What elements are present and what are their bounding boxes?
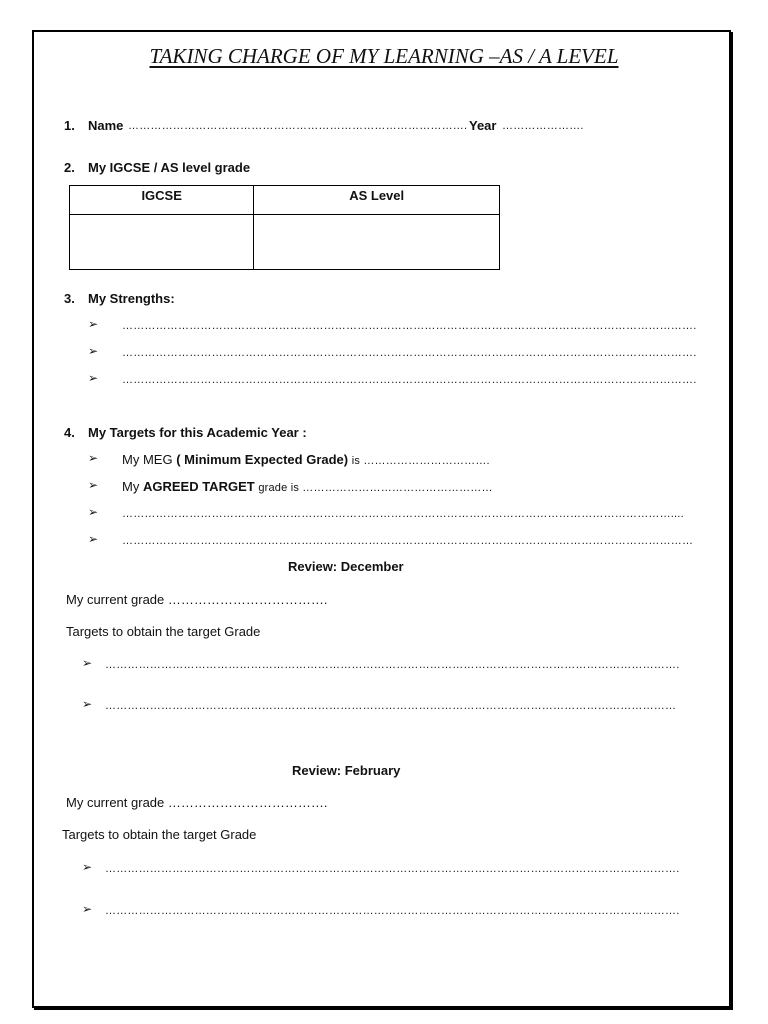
bullet-arrow-icon: ➢ — [82, 656, 93, 670]
february-current-grade[interactable]: My current grade ………………………………. — [66, 795, 328, 810]
agreed-target-line — [122, 479, 493, 494]
strength-line-3[interactable]: ………………………………………………………………………………………………………………………………………. — [122, 374, 697, 386]
target-line-4[interactable]: ……………………………………………………………………………………………………………………………………… — [122, 535, 694, 547]
strength-line-1[interactable]: ………………………………………………………………………………………………………………………………………. — [122, 320, 697, 332]
year-field[interactable]: …………………. — [502, 120, 584, 132]
name-field[interactable]: ………………………………………………………………………………. — [128, 120, 468, 132]
bullet-arrow-icon: ➢ — [88, 344, 99, 358]
q4-number: 4. — [64, 425, 75, 440]
bullet-arrow-icon: ➢ — [88, 532, 99, 546]
december-target-line-2[interactable]: ……………………………………………………………………………………………………………………………………… — [105, 700, 677, 712]
bullet-arrow-icon: ➢ — [88, 505, 99, 519]
bullet-arrow-icon: ➢ — [88, 371, 99, 385]
bullet-arrow-icon: ➢ — [88, 478, 99, 492]
review-february-heading: Review: February — [292, 763, 401, 778]
strengths-label: My Strengths: — [88, 291, 175, 306]
february-target-line-2[interactable]: ………………………………………………………………………………………………………………………………………. — [105, 905, 680, 917]
review-december-heading: Review: December — [288, 559, 404, 574]
february-targets-label: Targets to obtain the target Grade — [62, 827, 257, 842]
year-label: Year — [469, 118, 497, 133]
q2-number: 2. — [64, 160, 75, 175]
february-target-line-1[interactable]: ………………………………………………………………………………………………………………………………………. — [105, 863, 680, 875]
page-title: TAKING CHARGE OF MY LEARNING –AS / A LEVEL — [149, 44, 619, 68]
q1-number: 1. — [64, 118, 75, 133]
bullet-arrow-icon: ➢ — [82, 860, 93, 874]
december-target-line-1[interactable]: ………………………………………………………………………………………………………………………………………. — [105, 659, 680, 671]
bullet-arrow-icon: ➢ — [82, 697, 93, 711]
target-line-3[interactable]: ………………………………………………………………………………………………………………………………….... — [122, 508, 684, 520]
meg-prefix: My MEG — [122, 452, 173, 467]
meg-bold: ( Minimum Expected Grade) — [176, 452, 349, 467]
igcse-grade-cell[interactable] — [70, 215, 254, 270]
as-level-header: AS Level — [254, 186, 500, 215]
targets-label: My Targets for this Academic Year : — [88, 425, 307, 440]
bullet-arrow-icon: ➢ — [88, 317, 99, 331]
agreed-bold: AGREED TARGET — [142, 479, 255, 494]
strength-line-2[interactable]: ………………………………………………………………………………………………………………………………………. — [122, 347, 697, 359]
agreed-target-field[interactable]: grade is …………………………………………… — [258, 482, 493, 494]
q3-number: 3. — [64, 291, 75, 306]
igcse-header: IGCSE — [70, 186, 254, 215]
meg-field[interactable]: is ……………………………. — [351, 455, 490, 467]
december-targets-label: Targets to obtain the target Grade — [66, 624, 261, 639]
as-level-grade-cell[interactable] — [254, 215, 500, 270]
bullet-arrow-icon: ➢ — [88, 451, 99, 465]
name-label: Name — [88, 118, 124, 133]
grade-table — [69, 185, 500, 270]
grade-section-label: My IGCSE / AS level grade — [88, 160, 251, 175]
december-current-grade[interactable]: My current grade ………………………………. — [66, 592, 328, 607]
bullet-arrow-icon: ➢ — [82, 902, 93, 916]
meg-line — [122, 452, 490, 467]
agreed-prefix: My — [122, 479, 140, 494]
